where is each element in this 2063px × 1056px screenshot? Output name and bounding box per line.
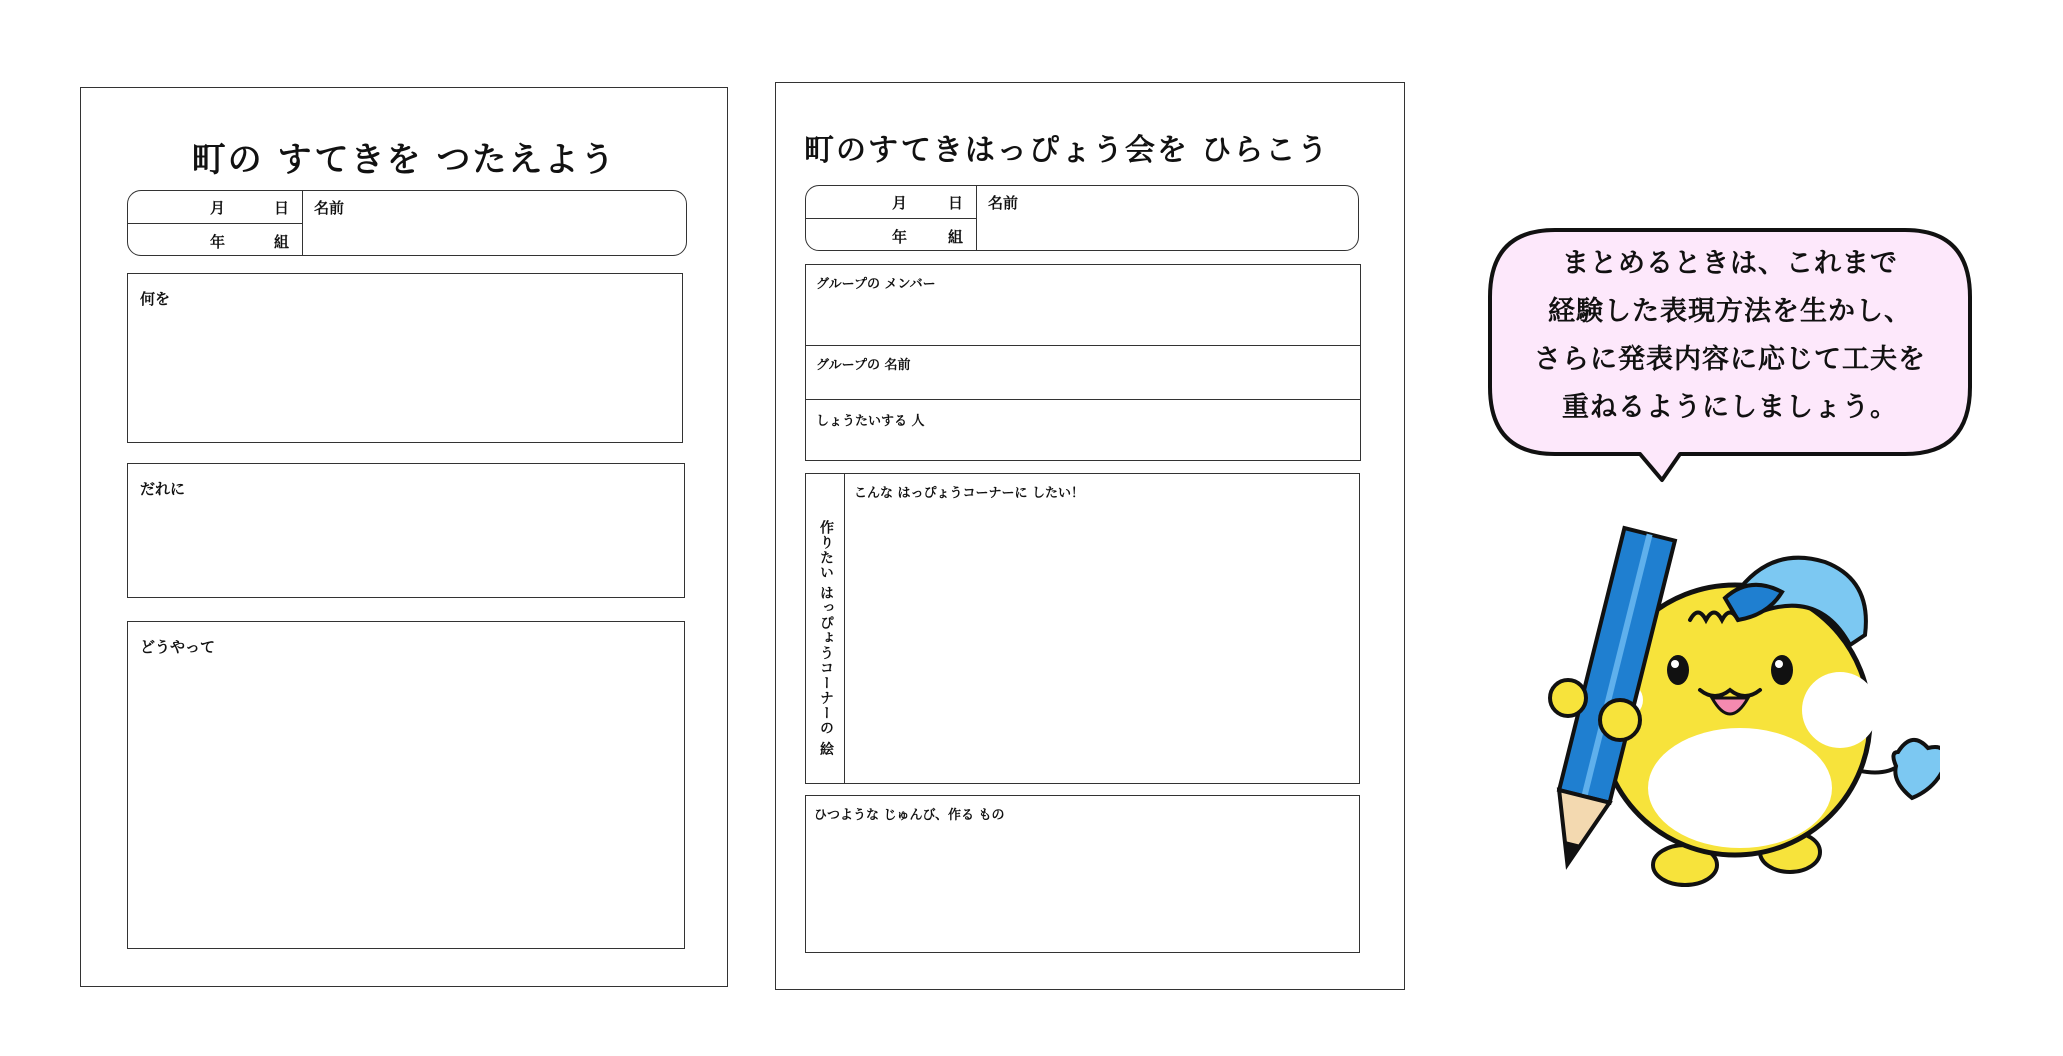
field-how-label: どうやって <box>140 638 216 656</box>
class-label-2: 組 <box>948 228 964 246</box>
date-name-box <box>127 190 687 256</box>
worksheet-right <box>775 82 1405 990</box>
year-label-2: 年 <box>892 228 908 246</box>
month-label: 月 <box>210 199 226 217</box>
name-label: 名前 <box>314 199 345 217</box>
speech-line-1: まとめるときは、これまで <box>1562 248 1898 279</box>
speech-line-4: 重ねるようにしましょう。 <box>1562 392 1898 423</box>
worksheet-right-title: 町のすてきはっぴょう会を ひらこう <box>804 133 1330 168</box>
name-label-2: 名前 <box>988 194 1019 212</box>
date-name-box-2 <box>805 185 1359 251</box>
corner-drawing-box[interactable] <box>805 473 1360 784</box>
yellow-mascot-with-pencil-icon <box>1520 520 1940 900</box>
worksheet-left-title: 町の すてきを つたえよう <box>191 140 617 180</box>
month-label-2: 月 <box>892 194 908 212</box>
class-label: 組 <box>274 233 290 251</box>
field-to-whom[interactable] <box>127 463 685 598</box>
worksheet-left <box>80 87 728 987</box>
field-how[interactable] <box>127 621 685 949</box>
speech-line-3: さらに発表内容に応じて工夫を <box>1534 344 1926 375</box>
group-members-label: グループの メンバー <box>816 277 936 292</box>
needed-items-label: ひつような じゅんび、作る もの <box>814 808 1005 823</box>
field-to-whom-label: だれに <box>140 480 186 498</box>
group-name-label: グループの 名前 <box>816 358 911 373</box>
needed-items-box[interactable] <box>805 795 1360 953</box>
group-info-table <box>805 264 1361 461</box>
invitees-label: しょうたいする 人 <box>816 414 925 429</box>
speech-bubble-text <box>1500 240 1960 432</box>
field-what-label: 何を <box>140 290 171 308</box>
year-label: 年 <box>210 233 226 251</box>
day-label: 日 <box>274 199 290 217</box>
field-what[interactable] <box>127 273 683 443</box>
speech-line-2: 経験した表現方法を生かし、 <box>1548 296 1912 327</box>
corner-wish-label: こんな はっぴょうコーナーに したい！ <box>854 486 1085 501</box>
day-label-2: 日 <box>948 194 964 212</box>
corner-vertical-label: 作りたい はっぴょうコーナーの 絵 <box>818 520 834 757</box>
